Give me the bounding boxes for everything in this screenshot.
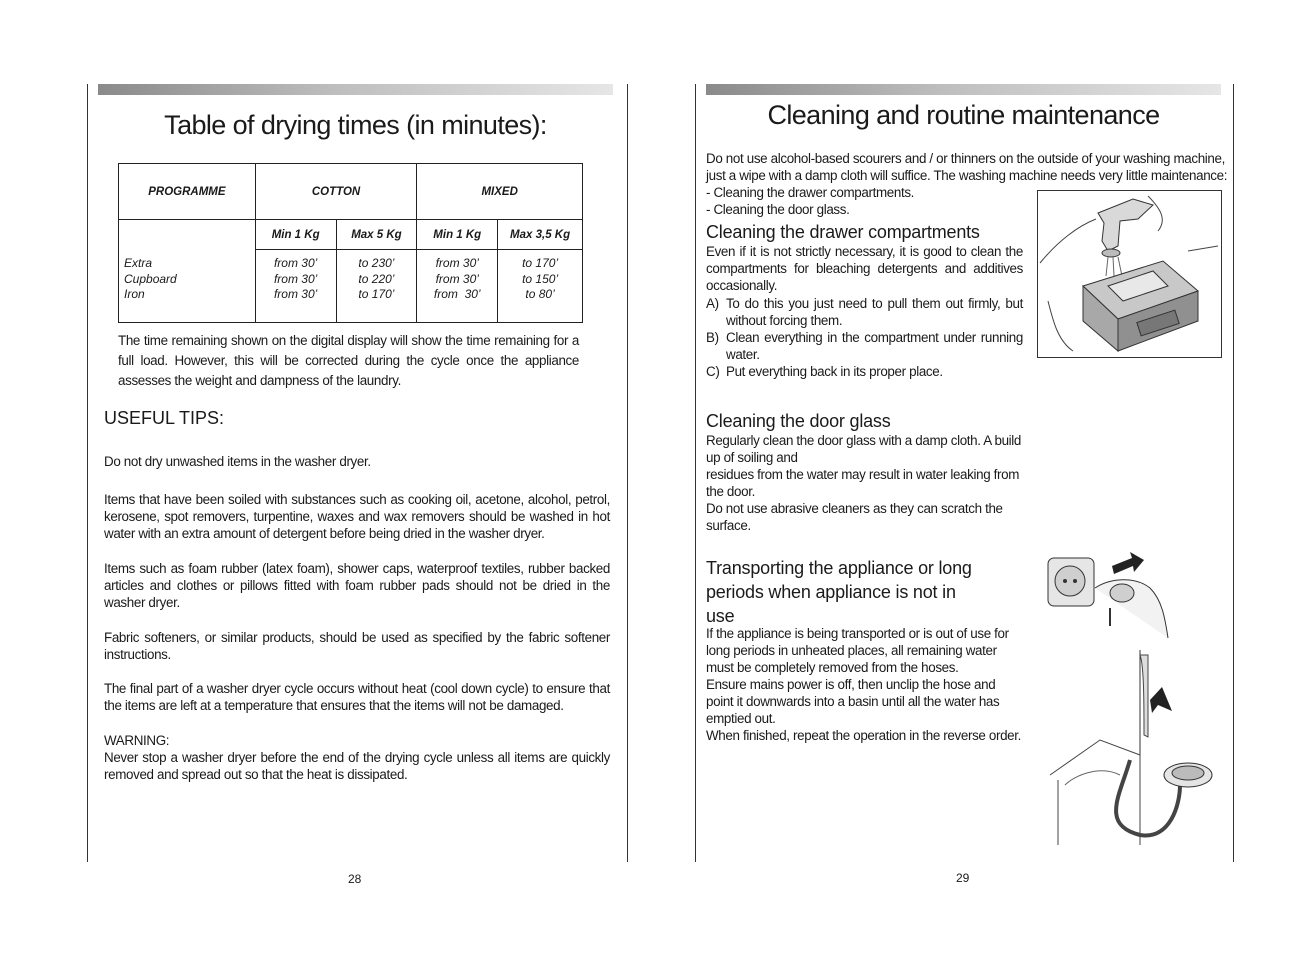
right-page-right-border (1233, 84, 1234, 862)
transport-text (706, 625, 1021, 744)
table-row-name: Extra (124, 256, 153, 270)
page-number-left: 28 (348, 872, 362, 886)
table-cell: to 220’ (358, 271, 395, 286)
step-text: Clean everything in the compartment under running water. (726, 330, 1023, 362)
unplug-illustration (1040, 548, 1175, 648)
table-cell: from 30’ (433, 287, 481, 301)
text-line: long periods in unheated places, all remaining water (706, 643, 997, 658)
table-cell: to 80’ (525, 287, 555, 301)
left-page-right-border (627, 84, 628, 862)
text-line: Regularly clean the door glass with a damp cloth. A build (706, 433, 1022, 448)
header-programme: PROGRAMME (119, 164, 256, 220)
tip-2: Items that have been soiled with substances such as cooking oil, acetone, alcohol, petrol, kerosene, spot removers, turpentine, waxes and wax removers should be washed in hot water with an extra amount of detergent before being dried in the washer dryer. (104, 492, 610, 541)
mixed-max-values (498, 250, 583, 323)
text-line: up of soiling and (706, 450, 798, 465)
tip-4: Fabric softeners, or similar products, should be used as specified by the fabric softener instructions. (104, 630, 610, 662)
text-line: Ensure mains power is off, then unclip the hose and (706, 677, 996, 692)
display-note: The time remaining shown on the digital display will show the time remaining for a full load. However, this will be corrected during the cycle once the appliance assesses the weight and dampness of the laundry. (118, 333, 579, 388)
transport-heading (706, 556, 972, 628)
step-letter: C) (706, 364, 720, 379)
mixed-min-values (417, 250, 498, 323)
subheader-mixed-max: Max 3,5 Kg (498, 220, 583, 250)
table-cell: to 230’ (358, 256, 395, 270)
subheader-mixed-min: Min 1 Kg (417, 220, 498, 250)
programme-names-cell (119, 220, 256, 323)
drawer-cleaning-illustration (1037, 190, 1222, 358)
text-line: point it downwards into a basin until all the water has (706, 694, 1000, 709)
cotton-min-values (255, 250, 336, 323)
subheader-cotton-max: Max 5 Kg (336, 220, 417, 250)
tip-3: Items such as foam rubber (latex foam), shower caps, waterproof textiles, rubber backed articles and clothes or pillows fitted with foam rubber pads should not be dried in the washer dryer. (104, 561, 610, 610)
table-cell: from 30’ (273, 271, 318, 286)
table-row-name: Iron (124, 287, 145, 301)
drawer-step-a (706, 295, 1023, 329)
right-page-left-border (695, 84, 696, 862)
intro-line-1: Do not use alcohol-based scourers and / or thinners on the outside of your washing machine, (706, 151, 1225, 166)
header-mixed: MIXED (417, 164, 583, 220)
drawer-step-c (706, 363, 1023, 380)
subheader-cotton-min: Min 1 Kg (255, 220, 336, 250)
heading-line: use (706, 606, 735, 626)
text-line: When finished, repeat the operation in the reverse order. (706, 728, 1022, 743)
header-cotton: COTTON (255, 164, 417, 220)
text-line: residues from the water may result in water leaking from (706, 467, 1020, 482)
table-cell: from 30’ (435, 271, 479, 286)
door-glass-heading: Cleaning the door glass (706, 411, 891, 431)
right-header-bar (706, 84, 1221, 95)
tip-5: The final part of a washer dryer cycle occurs without heat (cool down cycle) to ensure that the items are left at a temperature that ensures that the items will not be damaged. (104, 681, 610, 713)
page-number-right: 29 (956, 871, 970, 885)
left-header-bar (98, 84, 613, 95)
warning-text: Never stop a washer dryer before the end of the drying cycle unless all items are quickly removed and spread out so that the heat is dissipated. (104, 750, 610, 782)
drying-times-table (118, 163, 583, 323)
text-line: the door. (706, 484, 755, 499)
intro-line-2: just a wipe with a damp cloth will suffice. The washing machine needs very little maintenance: (706, 168, 1228, 183)
table-cell: from 30’ (273, 256, 318, 270)
text-line: Do not use abrasive cleaners as they can scratch the (706, 501, 1003, 516)
useful-tips-heading: USEFUL TIPS: (104, 408, 225, 428)
text-line: emptied out. (706, 711, 776, 726)
page-title-drying-times: Table of drying times (in minutes): (164, 110, 547, 140)
drawer-heading: Cleaning the drawer compartments (706, 222, 980, 242)
step-letter: B) (706, 330, 719, 345)
left-page-left-border (87, 84, 88, 862)
hose-drain-illustration (1040, 645, 1220, 850)
text-line: must be completely removed from the hoses. (706, 660, 959, 675)
intro-list-item: - Cleaning the door glass. (706, 202, 850, 217)
page-title-cleaning: Cleaning and routine maintenance (767, 100, 1160, 130)
tip-1: Do not dry unwashed items in the washer dryer. (104, 454, 371, 469)
table-cell: from 30’ (435, 256, 479, 270)
text-line: surface. (706, 518, 751, 533)
table-cell: from 30’ (273, 287, 318, 301)
cotton-max-values (336, 250, 417, 323)
step-letter: A) (706, 296, 719, 311)
warning-label: WARNING: (104, 733, 170, 748)
door-glass-text (706, 432, 1021, 534)
table-row-name: Cupboard (124, 271, 177, 286)
drawer-text: Even if it is not strictly necessary, it is good to clean the compartments for bleaching detergents and additives occasionally. (706, 244, 1023, 293)
drawer-step-b (706, 329, 1023, 363)
heading-line: periods when appliance is not in (706, 582, 956, 602)
table-cell: to 170’ (358, 287, 395, 301)
table-cell: to 170’ (522, 256, 559, 270)
intro-list-item: - Cleaning the drawer compartments. (706, 185, 915, 200)
table-cell: to 150’ (522, 271, 559, 286)
text-line: If the appliance is being transported or is out of use for (706, 626, 1009, 641)
step-text: Put everything back in its proper place. (726, 364, 943, 379)
heading-line: Transporting the appliance or long (706, 558, 972, 578)
step-text: To do this you just need to pull them out firmly, but without forcing them. (726, 296, 1023, 328)
